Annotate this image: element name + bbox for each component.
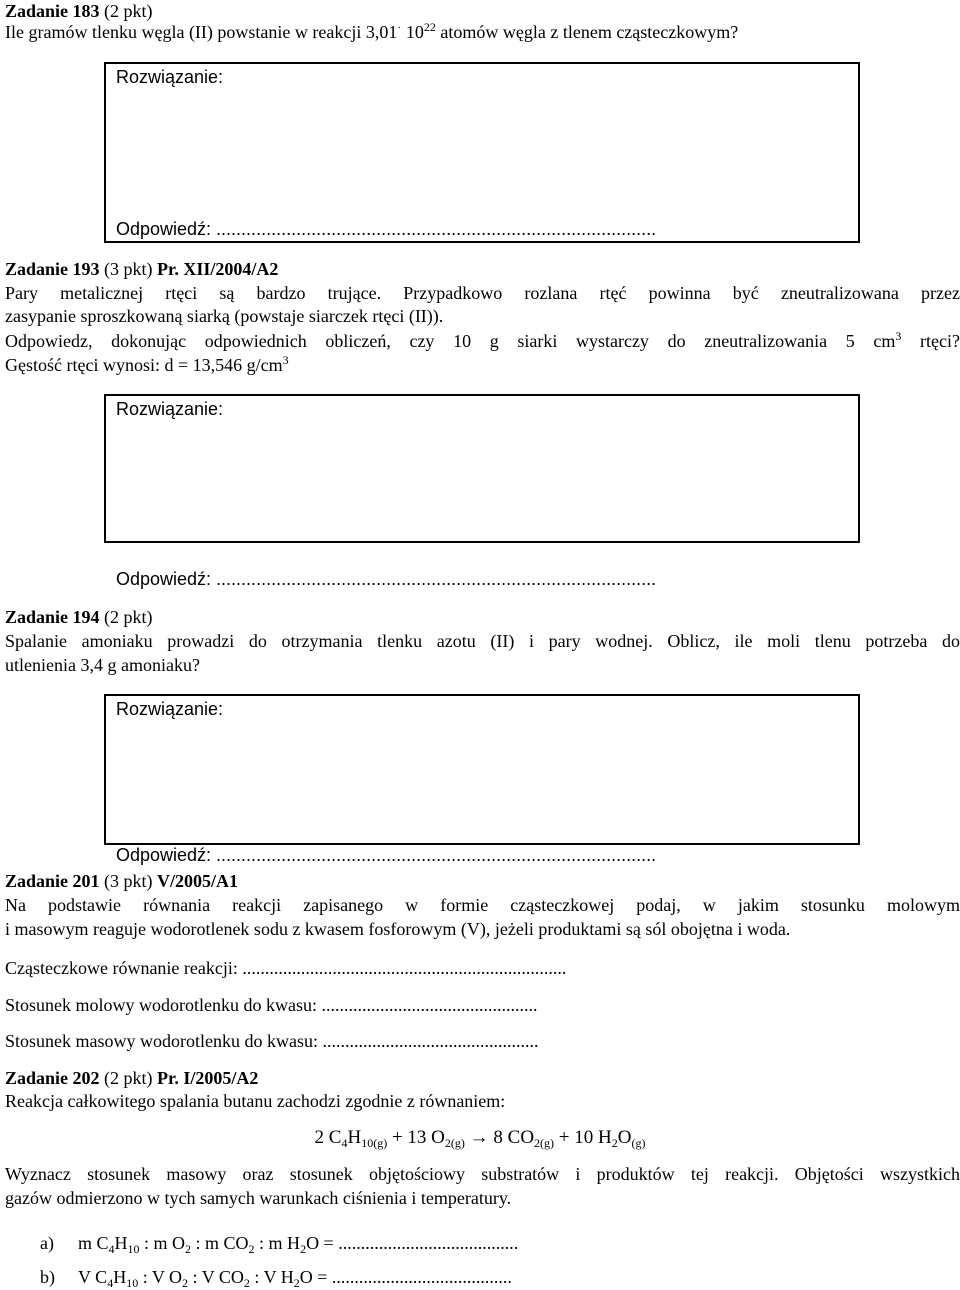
task-194-line-1: Spalanie amoniaku prowadzi do otrzymania tlenku azotu (II) i pary wodnej. Oblicz, ile moli tlenu potrzeba do <box>5 631 960 651</box>
task-202-line-2: Wyznacz stosunek masowy oraz stosunek objętościowy substratów i produktów tej reakcji. Objętości wszystkich <box>5 1164 960 1184</box>
task-202-points: (2 pkt) <box>104 1068 153 1088</box>
task-183-points: (2 pkt) <box>104 1 153 21</box>
task-193-line-1: Pary metalicznej rtęci są bardzo trujące. Przypadkowo rozlana rtęć powinna być zneutralizowana przez <box>5 283 960 303</box>
reaction-equation: 2 $C_4H_{10(g)} + 13$ $O_{2(g)} \to 8$ $CO_{2(g)} + 10$ $H_2O_{(g)}$ <box>314 1127 646 1150</box>
task-194-points: (2 pkt) <box>104 607 153 627</box>
answer-a-label: a) <box>40 1233 54 1253</box>
task-201-line-1: Na podstawie równania reakcji zapisanego w formie cząsteczkowej podaj, w jakim stosunku molowym <box>5 895 960 915</box>
task-183-header <box>5 0 153 22</box>
task-194-line-2: utlenienia 3,4 g amoniaku? <box>5 655 200 675</box>
solution-label-194: Rozwiązanie: <box>116 699 224 719</box>
task-193-reference: Pr. XII/2004/A2 <box>157 259 279 279</box>
solution-label-183: Rozwiązanie: <box>116 67 224 87</box>
task-194-header <box>5 606 153 628</box>
task-201-answer-equation[interactable]: Cząsteczkowe równanie reakcji: ........................................................................ <box>5 958 567 978</box>
solution-label-193: Rozwiązanie: <box>116 399 224 419</box>
task-201-reference: V/2005/A1 <box>157 871 239 891</box>
task-201-answer-molar-ratio[interactable]: Stosunek molowy wodorotlenku do kwasu: ................................................ <box>5 995 538 1015</box>
task-201-title: Zadanie 201 <box>5 871 100 891</box>
task-201-header <box>5 870 238 892</box>
task-193-line-3: Odpowiedz, dokonując odpowiednich obliczeń, czy 10 g siarki wystarczy do zneutralizowania 5 $cm^3$ rtęci? <box>5 329 960 351</box>
task-194-title: Zadanie 194 <box>5 607 100 627</box>
task-201-answer-mass-ratio[interactable]: Stosunek masowy wodorotlenku do kwasu: ................................................ <box>5 1031 539 1051</box>
task-202-answer-a[interactable]: a) m $C_4H_{10}$ : m $O_2$ : m $CO_2$ : m $H_2O$ = ........................................ <box>40 1233 519 1256</box>
task-193-line-4: Gęstość rtęci wynosi: d = 13,546 $g/cm^3$ <box>5 353 289 375</box>
task-202-line-3: gazów odmierzono w tych samych warunkach ciśnienia i temperatury. <box>5 1188 512 1208</box>
solution-box-183[interactable] <box>104 62 860 243</box>
task-202-title: Zadanie 202 <box>5 1068 100 1088</box>
task-202-answer-b[interactable]: b) V $C_4H_{10}$ : V $O_2$ : V $CO_2$ : V $H_2O$ = ........................................ <box>40 1267 512 1290</box>
task-201-line-2: i masowym reaguje wodorotlenek sodu z kwasem fosforowym (V), jeżeli produktami są sól obojętna i woda. <box>5 919 791 939</box>
answer-line-194: Odpowiedź: ........................................................................................ <box>116 845 657 865</box>
task-201-points: (3 pkt) <box>104 871 153 891</box>
answer-line-183: Odpowiedź: ........................................................................................ <box>116 219 657 239</box>
reaction-arrow-icon: → <box>469 1127 489 1148</box>
task-202-header <box>5 1067 258 1089</box>
task-183-question: Ile gramów tlenku węgla (II) powstanie w reakcji 3,01· $10^{22}$ atomów węgla z tlenem cząsteczkowym? <box>5 20 739 42</box>
task-193-title: Zadanie 193 <box>5 259 100 279</box>
task-193-points: (3 pkt) <box>104 259 153 279</box>
task-202-reference: Pr. I/2005/A2 <box>157 1068 259 1088</box>
answer-b-label: b) <box>40 1267 55 1287</box>
task-193-header <box>5 258 278 280</box>
task-202-line-1: Reakcja całkowitego spalania butanu zachodzi zgodnie z równaniem: <box>5 1091 506 1111</box>
answer-line-193: Odpowiedź: ........................................................................................ <box>116 569 657 589</box>
task-183-title: Zadanie 183 <box>5 1 100 21</box>
task-193-line-2: zasypanie sproszkowaną siarką (powstaje siarczek rtęci (II)). <box>5 306 444 326</box>
